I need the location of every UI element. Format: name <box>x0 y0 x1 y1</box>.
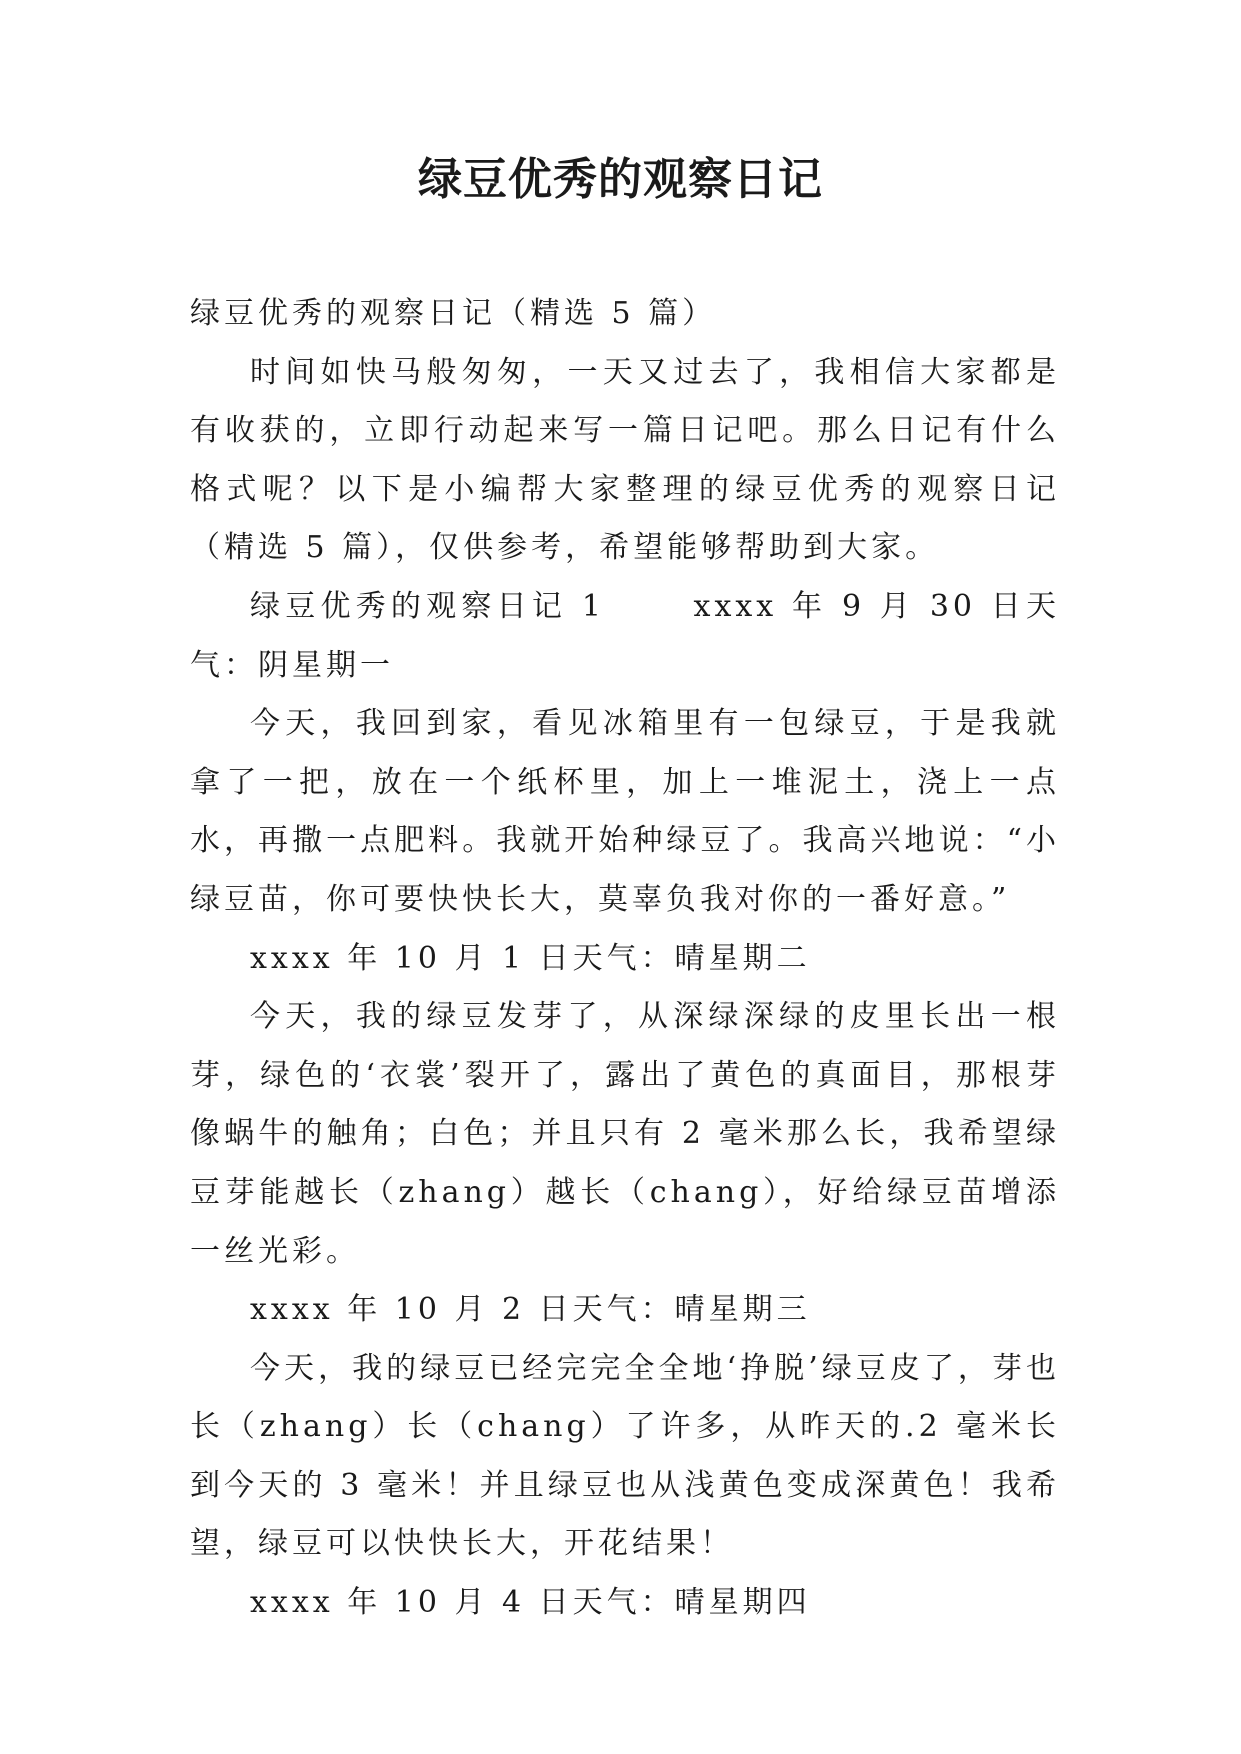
entry-3-date: xxxx 年 10 月 2 日天气：晴星期三 <box>250 1292 811 1328</box>
intro-paragraph: 时间如快马般匆匆，一天又过去了，我相信大家都是有收获的，立即行动起来写一篇日记吧。那么日记有什么格式呢？以下是小编帮大家整理的绿豆优秀的观察日记（精选 5 篇），仅供参考，希望能够帮助到大家。 <box>190 354 1060 566</box>
entry-1-body: 今天，我回到家，看见冰箱里有一包绿豆，于是我就拿了一把，放在一个纸杯里，加上一堆泥土，浇上一点水，再撒一点肥料。我就开始种绿豆了。我高兴地说：“小绿豆苗，你可要快快长大，莫辜负我对你的一番好意。” <box>190 706 1060 917</box>
entry-2-date: xxxx 年 10 月 1 日天气：晴星期二 <box>250 940 811 976</box>
page-title: 绿豆优秀的观察日记 <box>418 154 823 205</box>
document-body <box>190 285 1060 1633</box>
entry-3-body: 今天，我的绿豆已经完完全全地‘挣脱’绿豆皮了，芽也长（zhang）长（chang）了许多，从昨天的.2 毫米长到今天的 3 毫米！并且绿豆也从浅黄色变成深黄色！我希望，绿豆可以快快长大，开花结果！ <box>190 1350 1060 1562</box>
subtitle: 绿豆优秀的观察日记（精选 5 篇） <box>190 296 717 331</box>
entry-1-heading: 绿豆优秀的观察日记 1 <box>250 588 605 624</box>
entry-1-header <box>190 578 1060 695</box>
entry-2-body: 今天，我的绿豆发芽了，从深绿深绿的皮里长出一根芽，绿色的‘衣裳’裂开了，露出了黄色的真面目，那根芽像蜗牛的触角；白色；并且只有 2 毫米那么长，我希望绿豆芽能越长（zhang）越长（chang），好给绿豆苗增添一丝光彩。 <box>190 999 1060 1269</box>
entry-4-date: xxxx 年 10 月 4 日天气：晴星期四 <box>250 1585 811 1621</box>
entry-1-date: xxxx 年 9 月 30 日天气：阴星期一 <box>190 588 1061 683</box>
